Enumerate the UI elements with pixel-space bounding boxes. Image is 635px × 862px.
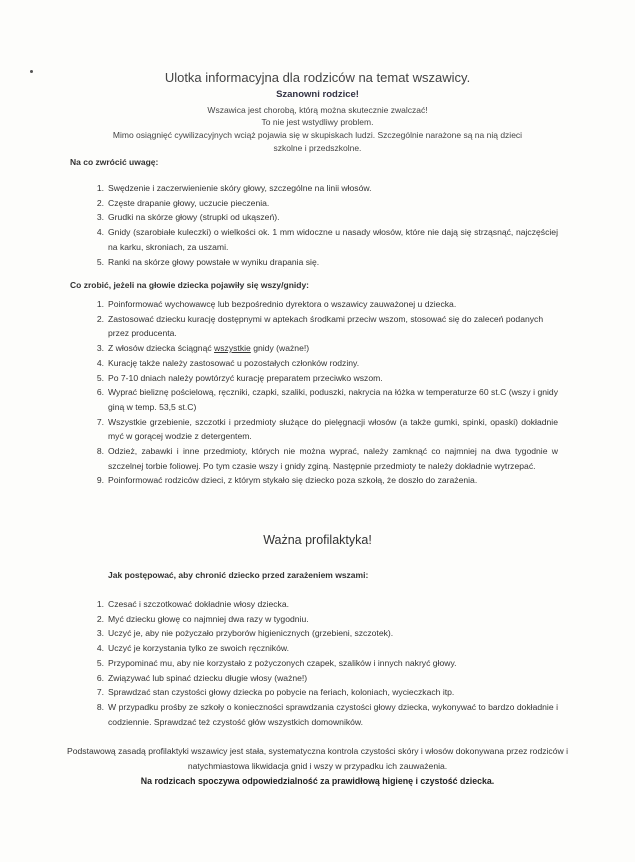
list-item: 5. Po 7-10 dniach należy powtórzyć kurację preparatem przeciwko wszom. (96, 372, 383, 383)
list-item: 7. Wszystkie grzebienie, szczotki i przedmioty służące do pielęgnacji włosów (a także gumki, spinki, opaski) dokładnie myć w gorącej wodzie z detergentem. (96, 416, 558, 442)
list-item: 1. Czesać i szczotkować dokładnie włosy dziecka. (96, 599, 290, 609)
section-heading-symptoms: Na co zwrócić uwagę: (70, 157, 159, 167)
prevention-list (96, 597, 558, 729)
section-heading-actions: Co zrobić, jeżeli na głowie dziecka pojawiły się wszy/gnidy: (70, 280, 310, 290)
list-item: 8. W przypadku prośby ze szkoły o konieczności sprawdzania czystości głowy dziecka, wykonywać to bardzo dokładnie i codziennie. Sprawdzać też czystość głów wszystkich domowników. (96, 701, 558, 727)
list-item: 5. Ranki na skórze głowy powstałe w wyniku drapania się. (96, 256, 320, 267)
list-item: 3. Z włosów dziecka ściągnąć wszystkie gnidy (ważne!) (96, 343, 310, 354)
list-item: 8. Odzież, zabawki i inne przedmioty, których nie można wyprać, należy zamknąć co najmniej na dwa tygodnie w szczelnej torbie foliowej. Po tym czasie wszy i gnidy zginą. Następnie przedmioty te należy dokładnie wytrzepać. (96, 446, 558, 471)
list-item: 1. Poinformować wychowawcę lub bezpośrednio dyrektora o wszawicy zauważonej u dziecka. (96, 299, 457, 309)
list-item: 5. Przypominać mu, aby nie korzystało z pożyczonych czapek, szalików i innych nakryć głowy. (96, 657, 457, 668)
intro-line: Wszawica jest chorobą, którą można skutecznie zwalczać! (207, 105, 428, 115)
intro-line: szkolne i przedszkolne. (273, 143, 362, 153)
list-item: 3. Grudki na skórze głowy (strupki od ukąszeń). (96, 212, 280, 223)
symptoms-list (96, 181, 558, 269)
list-item: 6. Wyprać bieliznę pościelową, ręczniki, czapki, szaliki, poduszki, nakrycia na łóżka w temperaturze 60 st.C (wszy i gnidy giną w temp. 53,5 st.C) (96, 387, 558, 412)
greeting: Szanowni rodzice! (276, 89, 359, 100)
summary-paragraph: Podstawową zasadą profilaktyki wszawicy jest stała, systematyczna kontrola czystości skóry i włosów dokonywana przez rodziców i natychmiastowa likwidacja gnid i wszy w przypadku ich zauważenia. (66, 746, 569, 771)
list-item: 2. Myć dziecku głowę co najmniej dwa razy w tygodniu. (96, 613, 309, 624)
prevention-title: Ważna profilaktyka! (263, 533, 372, 547)
list-item: 4. Gnidy (szarobiałe kuleczki) o wielkości ok. 1 mm widoczne u nasady włosów, które nie dają się strząsnąć, najczęściej na karku, skroniach, za uszami. (96, 227, 558, 252)
section-heading-prevention: Jak postępować, aby chronić dziecko przed zarażeniem wszami: (108, 570, 369, 580)
list-item: 3. Uczyć je, aby nie pożyczało przyborów higienicznych (grzebieni, szczotek). (96, 628, 394, 639)
emphasis-underlined: wszystkie (214, 343, 251, 354)
list-item: 4. Uczyć je korzystania tylko ze swoich ręczników. (96, 643, 290, 654)
list-item: 2. Częste drapanie głowy, uczucie pieczenia. (96, 197, 270, 208)
list-item: 9. Poinformować rodziców dzieci, z którym stykało się dziecko poza szkołą, że doszło do zarażenia. (96, 475, 478, 486)
closing-statement: Na rodzicach spoczywa odpowiedzialność za prawidłową higienę i czystość dziecka. (140, 776, 495, 786)
list-item: 6. Związywać lub spinać dziecku długie włosy (ważne!) (96, 672, 308, 683)
list-item: 4. Kurację także należy zastosować u pozostałych członków rodziny. (96, 357, 360, 368)
list-item: 7. Sprawdzać stan czystości głowy dziecka po pobycie na feriach, koloniach, wycieczkach itp. (96, 687, 455, 698)
page-title: Ulotka informacyjna dla rodziców na temat wszawicy. (164, 70, 471, 85)
scan-speck (30, 70, 33, 73)
list-item: 1. Swędzenie i zaczerwienienie skóry głowy, szczególne na linii włosów. (96, 183, 372, 193)
intro-line: Mimo osiągnięć cywilizacyjnych wciąż pojawia się w skupiskach ludzi. Szczególnie narażone są na nią dzieci (112, 130, 523, 140)
intro-line: To nie jest wstydliwy problem. (261, 117, 374, 127)
actions-list (96, 297, 558, 488)
list-item: 2. Zastosować dziecku kurację dostępnymi w aptekach środkami przeciw wszom, stosować się do zaleceń podanych przez producenta. (96, 313, 544, 339)
